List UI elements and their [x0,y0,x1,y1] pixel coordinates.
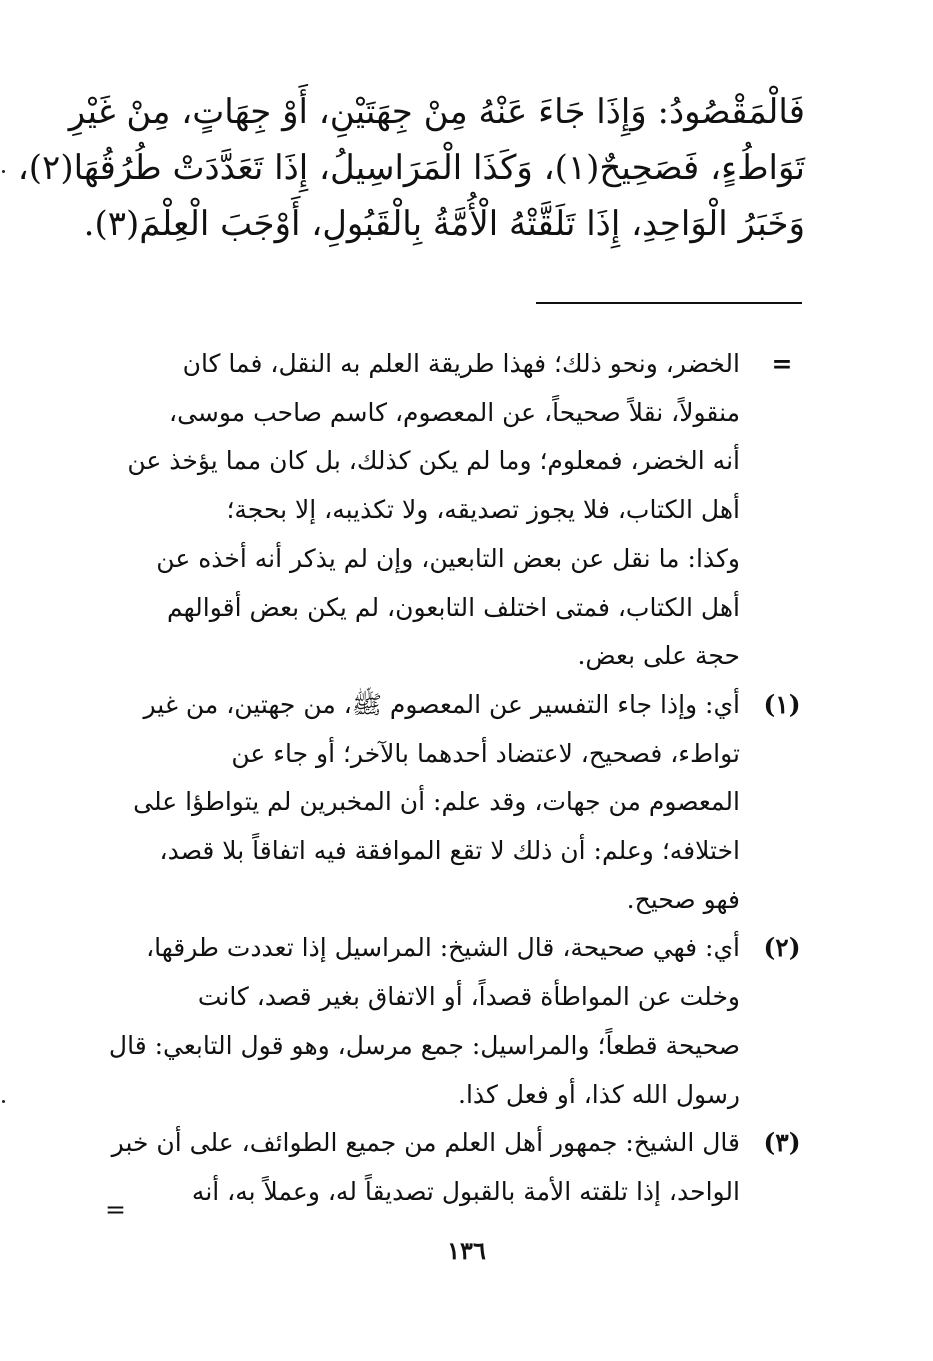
footnote-line: أهل الكتاب، فلا يجوز تصديقه، ولا تكذيبه، إلا بحجة؛ [226,495,740,525]
footnote-line: حجة على بعض. [577,641,740,671]
footnote-line: قال الشيخ: جمهور أهل العلم من جميع الطوائف، على أن خبر [111,1128,740,1158]
continuation-mark: = [105,1195,126,1224]
footnote-marker: (١) [763,689,801,719]
main-text-line: فَالْمَقْصُودُ: وَإِذَا جَاءَ عَنْهُ مِنْ جِهَتَيْنِ، أَوْ جِهَاتٍ، مِنْ غَيْرِ [68,92,805,132]
footnote-line: منقولاً، نقلاً صحيحاً، عن المعصوم، كاسم صاحب موسى، [169,397,740,427]
footnote-line: أهل الكتاب، فمتى اختلف التابعون، لم يكن بعض أقوالهم [167,592,740,622]
main-text-line: وَخَبَرُ الْوَاحِدِ، إِذَا تَلَقَّتْهُ الْأُمَّةُ بِالْقَبُولِ، أَوْجَبَ الْعِلْمَ(٣). [83,204,805,244]
footnote-line: تواطء، فصحيح، لاعتضاد أحدهما بالآخر؛ أو جاء عن [231,738,740,768]
footnote-line: الواحد، إذا تلقته الأمة بالقبول تصديقاً له، وعملاً به، أنه [191,1176,740,1206]
footnote-1 [105,681,812,925]
footnote-line: صحيحة قطعاً؛ والمراسيل: جمع مرسل، وهو قول التابعي: قال [108,1030,740,1060]
footnote-3 [105,1119,812,1216]
footnote-line: اختلافه؛ وعلم: أن ذلك لا تقع الموافقة فيه اتفاقاً بلا قصد، [159,836,740,866]
footnotes [105,340,812,1217]
footnote-line: فهو صحيح. [626,884,740,914]
scan-speck [2,170,5,173]
footnote-line: المعصوم من جهات، وقد علم: أن المخبرين لم يتواطؤا على [133,787,740,817]
main-text [17,84,805,252]
footnote-marker: (٣) [763,1128,801,1158]
footnote-2 [105,924,812,1119]
footnote-marker: = [771,349,793,378]
footnote-line: وكذا: ما نقل عن بعض التابعين، وإن لم يذكر أنه أخذه عن [156,543,740,573]
footnote-separator [536,302,802,304]
footnote-line: وخلت عن المواطأة قصداً، أو الاتفاق بغير قصد، كانت [197,982,740,1012]
footnote-line: أي: وإذا جاء التفسير عن المعصوم ﷺ، من جهتين، من غير [143,689,740,719]
main-text-line: تَوَاطُءٍ، فَصَحِيحٌ(١)، وَكَذَا الْمَرَاسِيلُ، إِذَا تَعَدَّدَتْ طُرُقُهَا(٢)، [17,148,805,188]
footnote-marker: (٢) [763,933,801,963]
footnote-line: أي: فهي صحيحة، قال الشيخ: المراسيل إذا تعددت طرقها، [146,933,740,963]
page-number: ١٣٦ [447,1236,486,1265]
footnote-line: رسول الله كذا، أو فعل كذا. [458,1079,740,1109]
footnote-line: الخضر، ونحو ذلك؛ فهذا طريقة العلم به النقل، فما كان [182,349,740,378]
footnote-line: أنه الخضر، فمعلوم؛ وما لم يكن كذلك، بل كان مما يؤخذ عن [127,446,740,476]
footnote-continued [105,340,812,681]
scan-speck [2,1100,5,1103]
